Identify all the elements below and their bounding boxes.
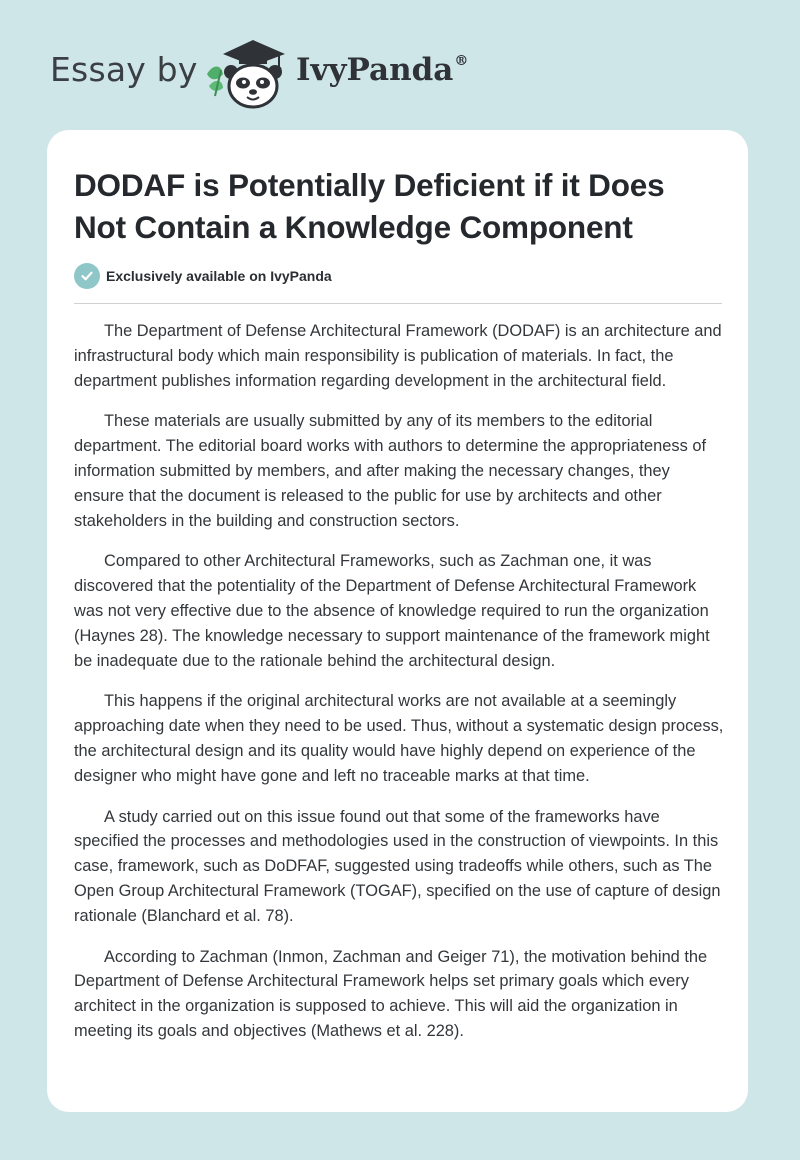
exclusive-badge (74, 263, 332, 289)
trademark-symbol: ® (454, 52, 469, 69)
check-circle-icon (74, 263, 100, 289)
paragraph: These materials are usually submitted by any of its members to the editorial department. The editorial board works with authors to determine the appropriateness of information submitted by members, and after making the necessary changes, they ensure that the document is released to the public for use by architects and other stakeholders in the building and construction sectors. (74, 412, 706, 530)
paragraph: According to Zachman (Inmon, Zachman and Geiger 71), the motivation behind the Department of Defense Architectural Framework helps set primary goals which every architect in the organization is supposed to achieve. This will aid the organization in meeting its goals and objectives (Mathews et al. 228). (74, 947, 708, 1040)
paragraph: Compared to other Architectural Frameworks, such as Zachman one, it was discovered that the potentiality of the Department of Defense Architectural Framework was not very effective due to the absence of knowledge required to run the organization (Haynes 28). The knowledge necessary to support maintenance of the framework might be inadequate due to the rationale behind the architectural design. (74, 552, 710, 670)
brand-prefix: Essay by (50, 50, 198, 89)
brand-name[interactable]: IvyPanda® (296, 52, 469, 88)
site-header (0, 0, 800, 128)
essay-body (74, 319, 724, 1060)
paragraph: The Department of Defense Architectural Framework (DODAF) is an architecture and infrastructural body which main responsibility is publication of materials. In fact, the department publishes information regarding development in the architectural field. (74, 322, 722, 390)
essay-card (47, 130, 748, 1112)
paragraph: A study carried out on this issue found out that some of the frameworks have specified the processes and methodologies used in the construction of viewpoints. In this case, framework, such as DoDFAF, suggested using tradeoffs while others, such as The Open Group Architectural Framework (TOGAF), specified on the use of capture of design rationale (Blanchard et al. 78). (74, 807, 721, 925)
panda-logo-icon[interactable] (203, 34, 287, 110)
essay-title: DODAF is Potentially Deficient if it Does Not Contain a Knowledge Component (74, 167, 665, 245)
divider (74, 303, 722, 304)
badge-text: Exclusively available on IvyPanda (106, 268, 332, 284)
paragraph: This happens if the original architectural works are not available at a seemingly approaching date when they need to be used. Thus, without a systematic design process, the architectural design and its quality would have highly depend on experience of the designer who might have gone and left no traceable marks at that time. (74, 692, 724, 785)
